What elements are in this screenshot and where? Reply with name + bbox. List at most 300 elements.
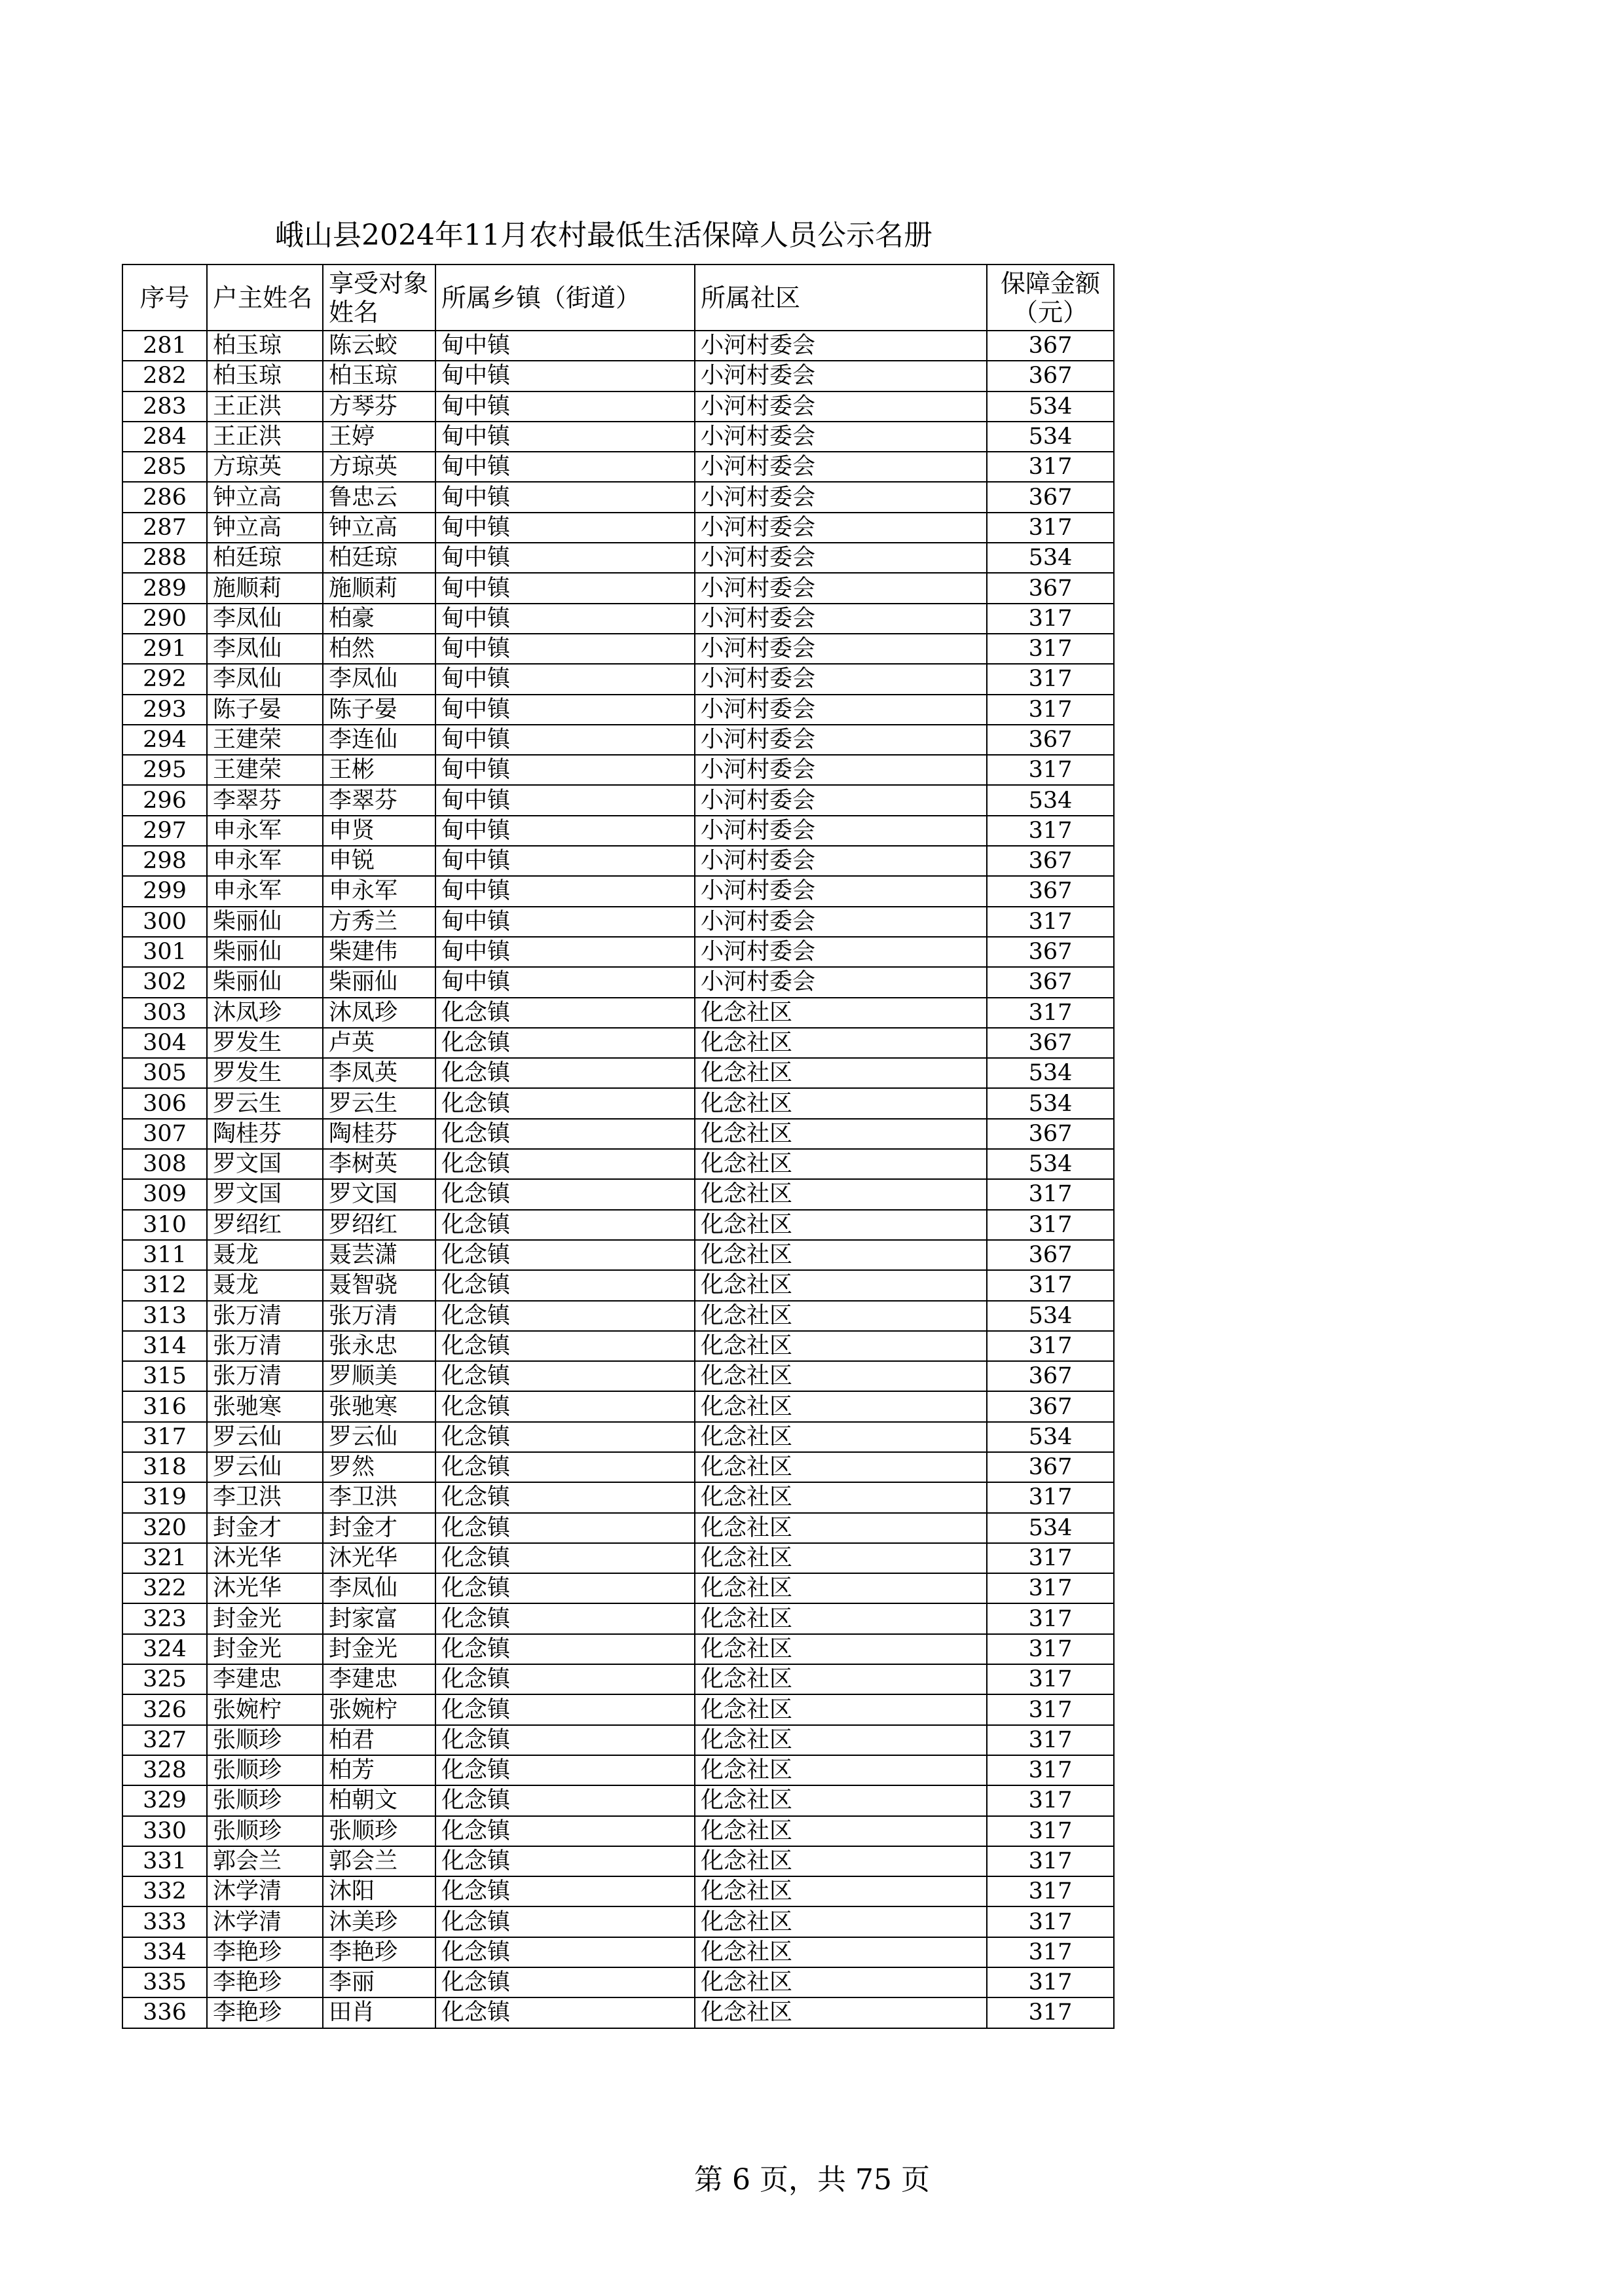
table-row [122,937,1114,967]
cell-community: 小河村委会 [695,392,987,422]
cell-no: 312 [122,1270,207,1300]
cell-no: 321 [122,1543,207,1573]
cell-no: 295 [122,755,207,785]
cell-amount: 534 [987,1422,1114,1452]
cell-no: 315 [122,1361,207,1391]
cell-no: 317 [122,1422,207,1452]
cell-no: 333 [122,1906,207,1937]
cell-beneficiary: 李连仙 [323,725,435,755]
header-no: 序号 [122,264,207,331]
cell-amount: 317 [987,1573,1114,1603]
cell-community: 化念社区 [695,998,987,1028]
table-row [122,1422,1114,1452]
cell-beneficiary: 鲁忠云 [323,482,435,512]
cell-no: 336 [122,1997,207,2028]
cell-householder: 方琼英 [207,452,323,482]
cell-householder: 柴丽仙 [207,967,323,997]
cell-community: 化念社区 [695,1391,987,1421]
cell-no: 306 [122,1088,207,1118]
cell-beneficiary: 张永忠 [323,1331,435,1361]
cell-householder: 沐学清 [207,1876,323,1906]
cell-beneficiary: 柏豪 [323,604,435,634]
table-row [122,785,1114,815]
cell-amount: 317 [987,1785,1114,1815]
cell-beneficiary: 柏廷琼 [323,543,435,573]
cell-town: 甸中镇 [435,846,695,876]
cell-amount: 367 [987,482,1114,512]
table-row [122,907,1114,937]
cell-community: 化念社区 [695,1846,987,1876]
cell-town: 化念镇 [435,1997,695,2028]
cell-no: 284 [122,422,207,452]
cell-town: 化念镇 [435,1876,695,1906]
cell-beneficiary: 李卫洪 [323,1482,435,1512]
cell-beneficiary: 李建忠 [323,1664,435,1694]
cell-community: 化念社区 [695,1603,987,1633]
cell-town: 化念镇 [435,1755,695,1785]
table-row [122,846,1114,876]
cell-householder: 聂龙 [207,1240,323,1270]
table-row [122,1361,1114,1391]
table-row [122,543,1114,573]
cell-community: 化念社区 [695,1725,987,1755]
cell-householder: 张万清 [207,1301,323,1331]
cell-community: 化念社区 [695,1028,987,1058]
cell-householder: 申永军 [207,846,323,876]
cell-beneficiary: 沐光华 [323,1543,435,1573]
cell-no: 288 [122,543,207,573]
cell-householder: 柏玉琼 [207,331,323,361]
cell-householder: 沐光华 [207,1573,323,1603]
cell-community: 化念社区 [695,1270,987,1300]
cell-householder: 沐光华 [207,1543,323,1573]
cell-community: 小河村委会 [695,634,987,664]
cell-householder: 封金光 [207,1634,323,1664]
table-row [122,725,1114,755]
cell-householder: 李翠芬 [207,785,323,815]
cell-beneficiary: 申锐 [323,846,435,876]
table-row [122,876,1114,906]
cell-amount: 367 [987,937,1114,967]
cell-no: 334 [122,1937,207,1967]
cell-no: 331 [122,1846,207,1876]
cell-amount: 317 [987,452,1114,482]
cell-amount: 317 [987,513,1114,543]
table-row [122,1725,1114,1755]
cell-beneficiary: 张顺珍 [323,1816,435,1846]
cell-beneficiary: 卢英 [323,1028,435,1058]
cell-amount: 317 [987,664,1114,694]
cell-amount: 317 [987,1694,1114,1724]
cell-beneficiary: 施顺莉 [323,573,435,603]
cell-no: 320 [122,1513,207,1543]
cell-town: 化念镇 [435,1058,695,1088]
table-row [122,361,1114,391]
cell-no: 310 [122,1210,207,1240]
cell-town: 化念镇 [435,1664,695,1694]
cell-town: 化念镇 [435,1906,695,1937]
cell-no: 291 [122,634,207,664]
cell-amount: 317 [987,695,1114,725]
cell-community: 小河村委会 [695,967,987,997]
cell-beneficiary: 张驰寒 [323,1391,435,1421]
cell-amount: 534 [987,1149,1114,1179]
cell-community: 化念社区 [695,1058,987,1088]
cell-beneficiary: 罗云仙 [323,1422,435,1452]
cell-no: 283 [122,392,207,422]
cell-town: 化念镇 [435,998,695,1028]
cell-town: 化念镇 [435,1967,695,1997]
cell-beneficiary: 柏君 [323,1725,435,1755]
cell-beneficiary: 陈子晏 [323,695,435,725]
cell-town: 甸中镇 [435,725,695,755]
cell-householder: 张顺珍 [207,1785,323,1815]
cell-town: 化念镇 [435,1179,695,1209]
cell-householder: 张顺珍 [207,1816,323,1846]
cell-community: 小河村委会 [695,876,987,906]
cell-beneficiary: 柏朝文 [323,1785,435,1815]
cell-beneficiary: 罗绍红 [323,1210,435,1240]
cell-community: 化念社区 [695,1937,987,1967]
cell-no: 282 [122,361,207,391]
cell-town: 甸中镇 [435,695,695,725]
cell-community: 化念社区 [695,1331,987,1361]
cell-no: 326 [122,1694,207,1724]
cell-no: 298 [122,846,207,876]
table-row [122,482,1114,512]
table-row [122,1119,1114,1149]
cell-householder: 施顺莉 [207,573,323,603]
cell-town: 化念镇 [435,1846,695,1876]
cell-no: 335 [122,1967,207,1997]
cell-town: 甸中镇 [435,422,695,452]
cell-householder: 陈子晏 [207,695,323,725]
cell-householder: 张顺珍 [207,1755,323,1785]
cell-householder: 柏廷琼 [207,543,323,573]
cell-town: 甸中镇 [435,331,695,361]
cell-community: 小河村委会 [695,695,987,725]
cell-amount: 317 [987,1543,1114,1573]
cell-no: 300 [122,907,207,937]
cell-beneficiary: 方秀兰 [323,907,435,937]
cell-beneficiary: 李丽 [323,1967,435,1997]
cell-householder: 沐凤珍 [207,998,323,1028]
cell-town: 甸中镇 [435,634,695,664]
cell-community: 小河村委会 [695,664,987,694]
cell-community: 小河村委会 [695,331,987,361]
cell-no: 316 [122,1391,207,1421]
cell-householder: 柴丽仙 [207,937,323,967]
cell-householder: 柏玉琼 [207,361,323,391]
cell-householder: 钟立高 [207,513,323,543]
cell-householder: 张驰寒 [207,1391,323,1421]
cell-town: 甸中镇 [435,392,695,422]
cell-community: 化念社区 [695,1573,987,1603]
cell-amount: 534 [987,1058,1114,1088]
cell-amount: 367 [987,1361,1114,1391]
cell-amount: 534 [987,1513,1114,1543]
cell-town: 化念镇 [435,1331,695,1361]
cell-beneficiary: 封家富 [323,1603,435,1633]
cell-beneficiary: 沐阳 [323,1876,435,1906]
cell-householder: 罗云生 [207,1088,323,1118]
cell-town: 甸中镇 [435,543,695,573]
cell-no: 325 [122,1664,207,1694]
table-row [122,1482,1114,1512]
cell-community: 化念社区 [695,1088,987,1118]
cell-no: 319 [122,1482,207,1512]
cell-householder: 陶桂芬 [207,1119,323,1149]
cell-beneficiary: 李艳珍 [323,1937,435,1967]
cell-town: 甸中镇 [435,876,695,906]
cell-no: 314 [122,1331,207,1361]
cell-town: 化念镇 [435,1301,695,1331]
header-community: 所属社区 [695,264,987,331]
cell-community: 化念社区 [695,1785,987,1815]
cell-beneficiary: 陶桂芬 [323,1119,435,1149]
cell-community: 化念社区 [695,1543,987,1573]
cell-householder: 柴丽仙 [207,907,323,937]
table-row [122,634,1114,664]
cell-amount: 317 [987,755,1114,785]
cell-town: 化念镇 [435,1816,695,1846]
cell-beneficiary: 沐美珍 [323,1906,435,1937]
header-town: 所属乡镇（街道） [435,264,695,331]
cell-community: 小河村委会 [695,816,987,846]
cell-town: 化念镇 [435,1725,695,1755]
cell-amount: 367 [987,361,1114,391]
cell-town: 甸中镇 [435,937,695,967]
table-row [122,1573,1114,1603]
roster-table [122,264,1115,2029]
cell-beneficiary: 田肖 [323,1997,435,2028]
cell-amount: 317 [987,1210,1114,1240]
cell-no: 301 [122,937,207,967]
cell-no: 322 [122,1573,207,1603]
table-row [122,1058,1114,1088]
cell-householder: 聂龙 [207,1270,323,1300]
cell-community: 化念社区 [695,1816,987,1846]
cell-amount: 367 [987,725,1114,755]
table-row [122,1270,1114,1300]
cell-community: 小河村委会 [695,937,987,967]
cell-no: 332 [122,1876,207,1906]
cell-no: 324 [122,1634,207,1664]
cell-amount: 317 [987,998,1114,1028]
cell-amount: 534 [987,1088,1114,1118]
cell-community: 化念社区 [695,1452,987,1482]
cell-community: 小河村委会 [695,543,987,573]
table-row [122,1149,1114,1179]
cell-community: 化念社区 [695,1664,987,1694]
cell-town: 甸中镇 [435,664,695,694]
table-row [122,1634,1114,1664]
table-row [122,1088,1114,1118]
cell-no: 289 [122,573,207,603]
cell-community: 化念社区 [695,1513,987,1543]
cell-amount: 317 [987,1331,1114,1361]
cell-householder: 李艳珍 [207,1937,323,1967]
cell-householder: 封金才 [207,1513,323,1543]
cell-town: 化念镇 [435,1694,695,1724]
table-header-row [122,264,1114,331]
cell-town: 化念镇 [435,1543,695,1573]
cell-community: 小河村委会 [695,513,987,543]
cell-beneficiary: 李凤英 [323,1058,435,1088]
cell-beneficiary: 方琴芬 [323,392,435,422]
cell-community: 化念社区 [695,1694,987,1724]
table-row [122,1240,1114,1270]
table-row [122,513,1114,543]
cell-amount: 317 [987,1755,1114,1785]
table-row [122,967,1114,997]
cell-householder: 罗文国 [207,1179,323,1209]
cell-beneficiary: 钟立高 [323,513,435,543]
cell-householder: 王建荣 [207,755,323,785]
cell-amount: 317 [987,634,1114,664]
cell-amount: 317 [987,1634,1114,1664]
cell-community: 化念社区 [695,1422,987,1452]
cell-beneficiary: 王彬 [323,755,435,785]
cell-householder: 王正洪 [207,392,323,422]
cell-town: 化念镇 [435,1149,695,1179]
cell-amount: 317 [987,1967,1114,1997]
table-row [122,1694,1114,1724]
cell-no: 307 [122,1119,207,1149]
cell-beneficiary: 罗文国 [323,1179,435,1209]
cell-householder: 罗发生 [207,1028,323,1058]
table-row [122,1846,1114,1876]
cell-no: 330 [122,1816,207,1846]
cell-householder: 张万清 [207,1331,323,1361]
table-row [122,755,1114,785]
cell-town: 化念镇 [435,1088,695,1118]
cell-no: 299 [122,876,207,906]
cell-no: 323 [122,1603,207,1633]
cell-amount: 317 [987,907,1114,937]
cell-householder: 封金光 [207,1603,323,1633]
cell-householder: 申永军 [207,816,323,846]
cell-community: 小河村委会 [695,361,987,391]
cell-community: 小河村委会 [695,907,987,937]
cell-community: 化念社区 [695,1210,987,1240]
cell-householder: 王正洪 [207,422,323,452]
table-row [122,1785,1114,1815]
cell-community: 小河村委会 [695,452,987,482]
cell-householder: 王建荣 [207,725,323,755]
cell-beneficiary: 陈云蛟 [323,331,435,361]
cell-no: 308 [122,1149,207,1179]
table-row [122,1331,1114,1361]
cell-community: 化念社区 [695,1240,987,1270]
cell-no: 311 [122,1240,207,1270]
cell-community: 化念社区 [695,1119,987,1149]
cell-beneficiary: 柴丽仙 [323,967,435,997]
table-row [122,604,1114,634]
cell-town: 化念镇 [435,1361,695,1391]
cell-no: 297 [122,816,207,846]
cell-community: 化念社区 [695,1876,987,1906]
cell-community: 化念社区 [695,1179,987,1209]
cell-town: 化念镇 [435,1240,695,1270]
table-row [122,1816,1114,1846]
table-row [122,1603,1114,1633]
cell-town: 化念镇 [435,1513,695,1543]
cell-town: 化念镇 [435,1482,695,1512]
cell-householder: 李凤仙 [207,664,323,694]
cell-beneficiary: 李凤仙 [323,1573,435,1603]
cell-town: 化念镇 [435,1937,695,1967]
cell-householder: 罗云仙 [207,1422,323,1452]
cell-beneficiary: 罗云生 [323,1088,435,1118]
cell-beneficiary: 封金才 [323,1513,435,1543]
table-row [122,1513,1114,1543]
cell-community: 化念社区 [695,1997,987,2028]
cell-community: 化念社区 [695,1301,987,1331]
cell-town: 甸中镇 [435,816,695,846]
cell-town: 化念镇 [435,1603,695,1633]
cell-community: 小河村委会 [695,785,987,815]
table-row [122,1391,1114,1421]
page-title: 峨山县2024年11月农村最低生活保障人员公示名册 [275,219,932,252]
cell-amount: 317 [987,1603,1114,1633]
cell-town: 甸中镇 [435,452,695,482]
cell-town: 化念镇 [435,1452,695,1482]
cell-town: 化念镇 [435,1634,695,1664]
table-row [122,1543,1114,1573]
cell-householder: 罗文国 [207,1149,323,1179]
cell-beneficiary: 方琼英 [323,452,435,482]
cell-householder: 李卫洪 [207,1482,323,1512]
cell-amount: 367 [987,876,1114,906]
cell-amount: 367 [987,1119,1114,1149]
cell-amount: 534 [987,785,1114,815]
table-body [122,331,1114,2028]
cell-householder: 郭会兰 [207,1846,323,1876]
cell-no: 287 [122,513,207,543]
header-amount: 保障金额（元） [987,264,1114,331]
cell-householder: 申永军 [207,876,323,906]
cell-householder: 李艳珍 [207,1997,323,2028]
table-row [122,1452,1114,1482]
cell-householder: 张万清 [207,1361,323,1391]
cell-amount: 367 [987,967,1114,997]
cell-no: 294 [122,725,207,755]
table-row [122,664,1114,694]
cell-amount: 367 [987,1240,1114,1270]
table-row [122,1664,1114,1694]
cell-beneficiary: 张婉柠 [323,1694,435,1724]
cell-amount: 317 [987,604,1114,634]
cell-town: 化念镇 [435,1785,695,1815]
table-row [122,1028,1114,1058]
page-footer: 第 6 页，共 75 页 [694,2163,930,2196]
table-row [122,1937,1114,1967]
cell-householder: 沐学清 [207,1906,323,1937]
cell-amount: 317 [987,1482,1114,1512]
cell-community: 小河村委会 [695,604,987,634]
cell-beneficiary: 柴建伟 [323,937,435,967]
cell-community: 小河村委会 [695,422,987,452]
cell-no: 329 [122,1785,207,1815]
cell-beneficiary: 聂智骁 [323,1270,435,1300]
table-row [122,1755,1114,1785]
cell-town: 化念镇 [435,1028,695,1058]
cell-community: 化念社区 [695,1967,987,1997]
cell-amount: 367 [987,573,1114,603]
cell-beneficiary: 郭会兰 [323,1846,435,1876]
cell-town: 甸中镇 [435,907,695,937]
